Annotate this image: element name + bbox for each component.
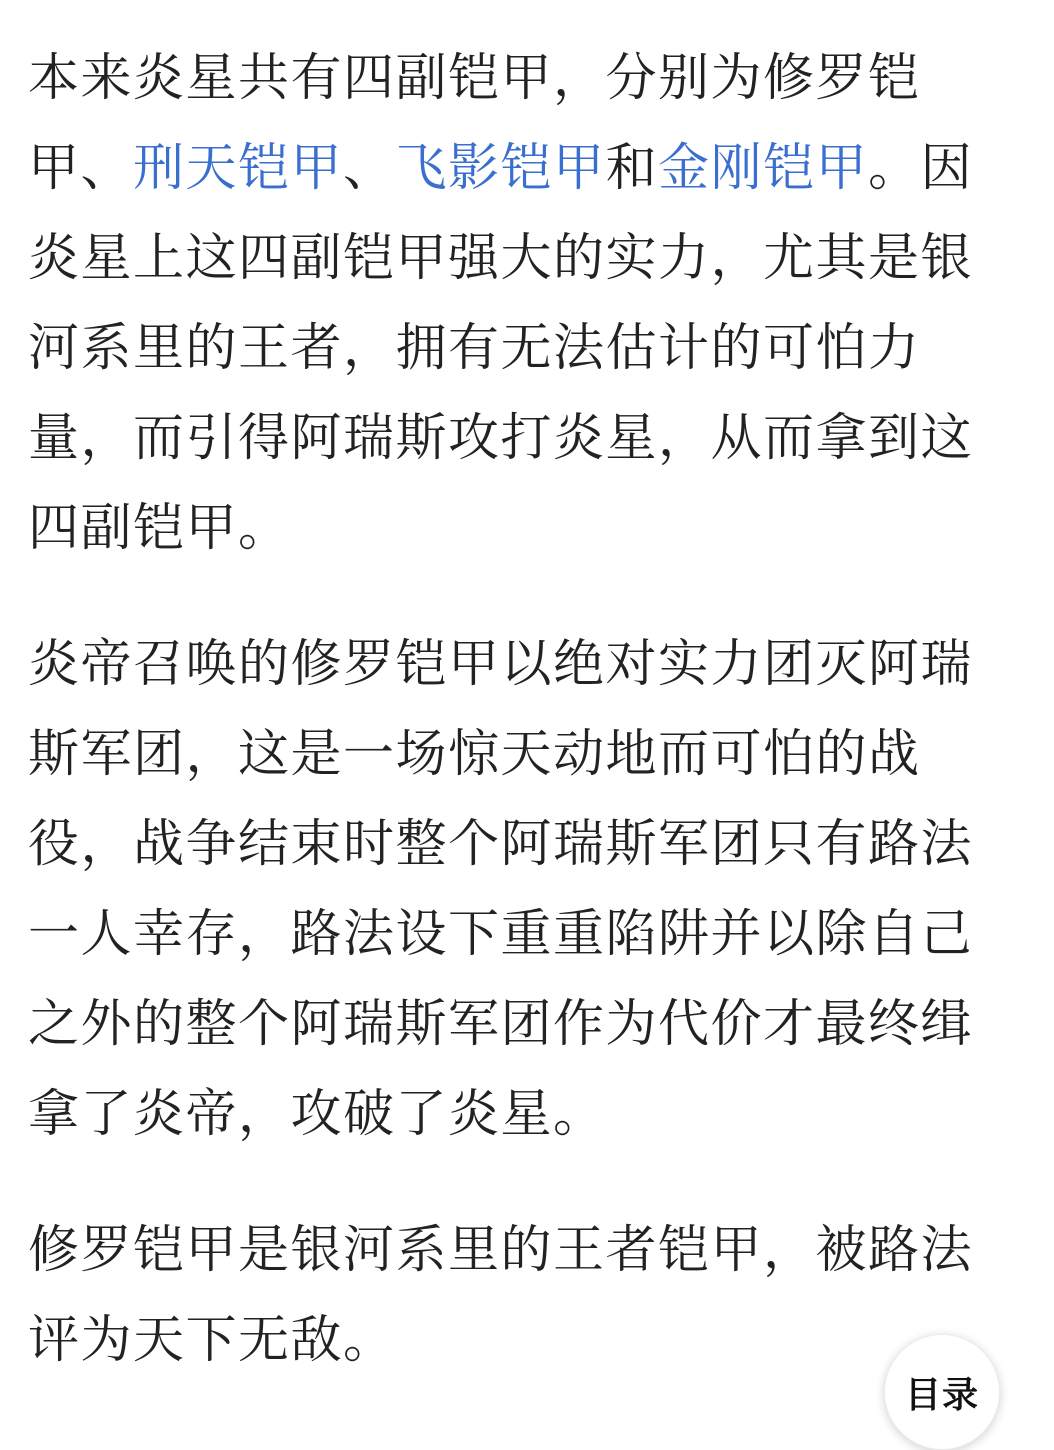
paragraph-3: 修罗铠甲是银河系里的王者铠甲，被路法评为天下无敌。 bbox=[28, 1221, 974, 1370]
toc-button-label: 目录 bbox=[904, 1374, 979, 1416]
paragraph-1-text-2: 、 bbox=[343, 139, 396, 198]
toc-button[interactable] bbox=[884, 1334, 1000, 1450]
paragraph-1-text-4: 。因炎星上这四副铠甲强大的实力，尤其是银河系里的王者，拥有无法估计的可怕力量，而引得阿瑞斯攻打炎星，从而拿到这四副铠甲。 bbox=[28, 139, 974, 558]
link-feiying-armor[interactable]: 飞影铠甲 bbox=[395, 139, 606, 198]
paragraph-1 bbox=[28, 34, 1000, 574]
article-body bbox=[28, 34, 1000, 1432]
paragraph-1-text-3: 和 bbox=[605, 139, 659, 198]
paragraph-2: 炎帝召唤的修罗铠甲以绝对实力团灭阿瑞斯军团，这是一场惊天动地而可怕的战役，战争结束时整个阿瑞斯军团只有路法一人幸存，路法设下重重陷阱并以除自己之外的整个阿瑞斯军团作为代价才最终缉拿了炎帝，攻破了炎星。 bbox=[28, 635, 974, 1144]
link-xingtian-armor[interactable]: 刑天铠甲 bbox=[133, 139, 344, 198]
link-jingang-armor[interactable]: 金刚铠甲 bbox=[658, 139, 869, 198]
paragraph-1-text-1: 本来炎星共有四副铠甲，分别为修罗铠甲、 bbox=[28, 49, 921, 198]
